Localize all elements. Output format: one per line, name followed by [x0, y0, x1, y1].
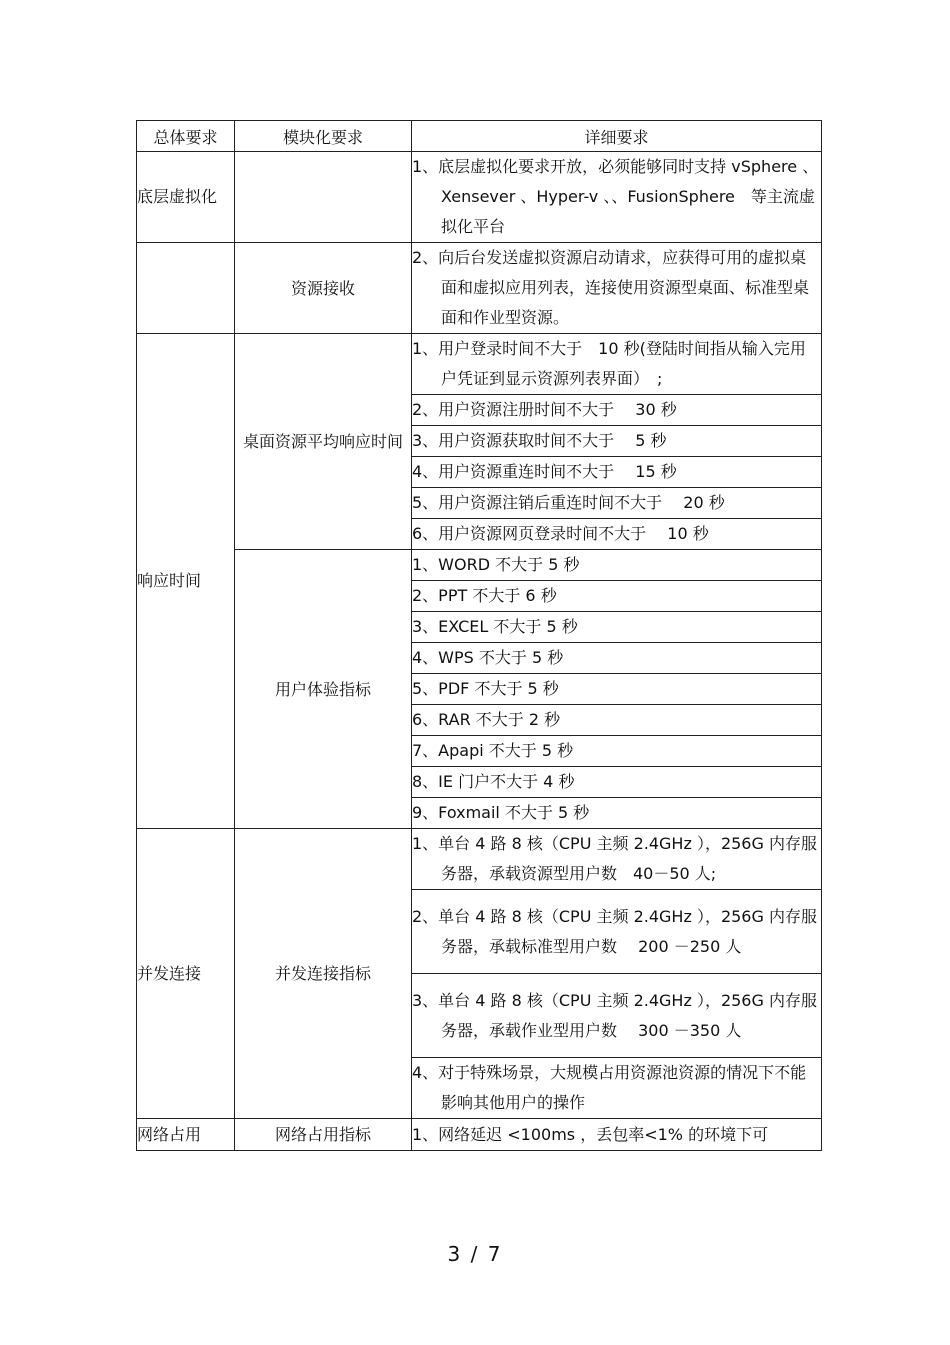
detail-item: 2、用户资源注册时间不大于 30 秒 [412, 400, 677, 419]
detail-cell [412, 829, 822, 890]
module-resource-receive: 资源接收 [235, 243, 412, 334]
detail-cell [412, 974, 822, 1058]
detail-item: 5、PDF 不大于 5 秒 [412, 679, 559, 698]
requirements-table [136, 120, 822, 1151]
detail-item: 1、网络延迟 <100ms ，丢包率<1% 的环境下可 [412, 1124, 769, 1144]
page-number: 3 [447, 1242, 463, 1266]
detail-item: 3、单台 4 路 8 核（CPU 主频 2.4GHz ），256G 内存服务器，承载作业型用户数 300 －350 人 [412, 990, 817, 1040]
detail-item: 2、向后台发送虚拟资源启动请求，应获得可用的虚拟桌面和虚拟应用列表，连接使用资源型桌面、标准型桌面和作业型资源。 [412, 248, 810, 327]
detail-cell [412, 1119, 822, 1151]
detail-cell [412, 457, 822, 488]
detail-item: 1、底层虚拟化要求开放，必须能够同时支持 vSphere 、Xensever 、Hyper-v 、、FusionSphere 等主流虚拟化平台 [412, 157, 819, 236]
detail-cell [412, 426, 822, 457]
module-user-experience: 用户体验指标 [235, 550, 412, 829]
category-response-time: 响应时间 [137, 334, 235, 829]
header-detail: 详细要求 [412, 121, 822, 152]
table-row [137, 829, 822, 890]
detail-item: 2、单台 4 路 8 核（CPU 主频 2.4GHz ），256G 内存服务器，承载标准型用户数 200 －250 人 [412, 906, 817, 956]
detail-cell [412, 152, 822, 243]
detail-item: 6、RAR 不大于 2 秒 [412, 710, 561, 729]
category-resource [137, 243, 235, 334]
detail-cell [412, 550, 822, 581]
detail-item: 4、对于特殊场景，大规模占用资源池资源的情况下不能影响其他用户的操作 [412, 1063, 807, 1112]
detail-cell [412, 736, 822, 767]
detail-cell [412, 643, 822, 674]
category-network: 网络占用 [137, 1119, 235, 1151]
table-row [137, 243, 822, 334]
detail-item: 3、EXCEL 不大于 5 秒 [412, 617, 578, 636]
detail-cell [412, 767, 822, 798]
detail-cell [412, 334, 822, 395]
detail-item: 4、用户资源重连时间不大于 15 秒 [412, 462, 677, 481]
header-overall: 总体要求 [137, 121, 235, 152]
detail-cell [412, 890, 822, 974]
module-virtualization [235, 152, 412, 243]
detail-item: 1、用户登录时间不大于 10 秒(登陆时间指从输入完用户凭证到显示资源列表界面） ; [412, 339, 806, 388]
table-row [137, 152, 822, 243]
detail-cell [412, 488, 822, 519]
page-total: 7 [487, 1242, 503, 1266]
detail-cell [412, 395, 822, 426]
detail-cell [412, 798, 822, 829]
detail-cell [412, 705, 822, 736]
detail-item: 5、用户资源注销后重连时间不大于 20 秒 [412, 493, 725, 512]
table-row [137, 550, 822, 581]
detail-cell [412, 519, 822, 550]
page-indicator [0, 1242, 950, 1266]
header-module: 模块化要求 [235, 121, 412, 152]
detail-cell [412, 1058, 822, 1119]
detail-item: 8、IE 门户不大于 4 秒 [412, 772, 575, 791]
detail-item: 1、WORD 不大于 5 秒 [412, 555, 580, 574]
table-row [137, 334, 822, 395]
detail-item: 9、Foxmail 不大于 5 秒 [412, 803, 590, 822]
page-separator: / [470, 1242, 480, 1266]
category-virtualization: 底层虚拟化 [137, 152, 235, 243]
module-concurrency: 并发连接指标 [235, 829, 412, 1119]
table-row [137, 1119, 822, 1151]
detail-item: 7、Apapi 不大于 5 秒 [412, 741, 574, 760]
module-network: 网络占用指标 [235, 1119, 412, 1151]
detail-item: 2、PPT 不大于 6 秒 [412, 586, 557, 605]
module-desktop-response: 桌面资源平均响应时间 [235, 334, 412, 550]
detail-cell [412, 674, 822, 705]
category-concurrency: 并发连接 [137, 829, 235, 1119]
detail-cell [412, 581, 822, 612]
detail-cell [412, 243, 822, 334]
detail-item: 3、用户资源获取时间不大于 5 秒 [412, 431, 667, 450]
table-header-row [137, 121, 822, 152]
detail-item: 1、单台 4 路 8 核（CPU 主频 2.4GHz ），256G 内存服务器，承载资源型用户数 40－50 人; [412, 834, 817, 883]
detail-cell [412, 612, 822, 643]
detail-item: 6、用户资源网页登录时间不大于 10 秒 [412, 524, 709, 543]
detail-item: 4、WPS 不大于 5 秒 [412, 648, 564, 667]
